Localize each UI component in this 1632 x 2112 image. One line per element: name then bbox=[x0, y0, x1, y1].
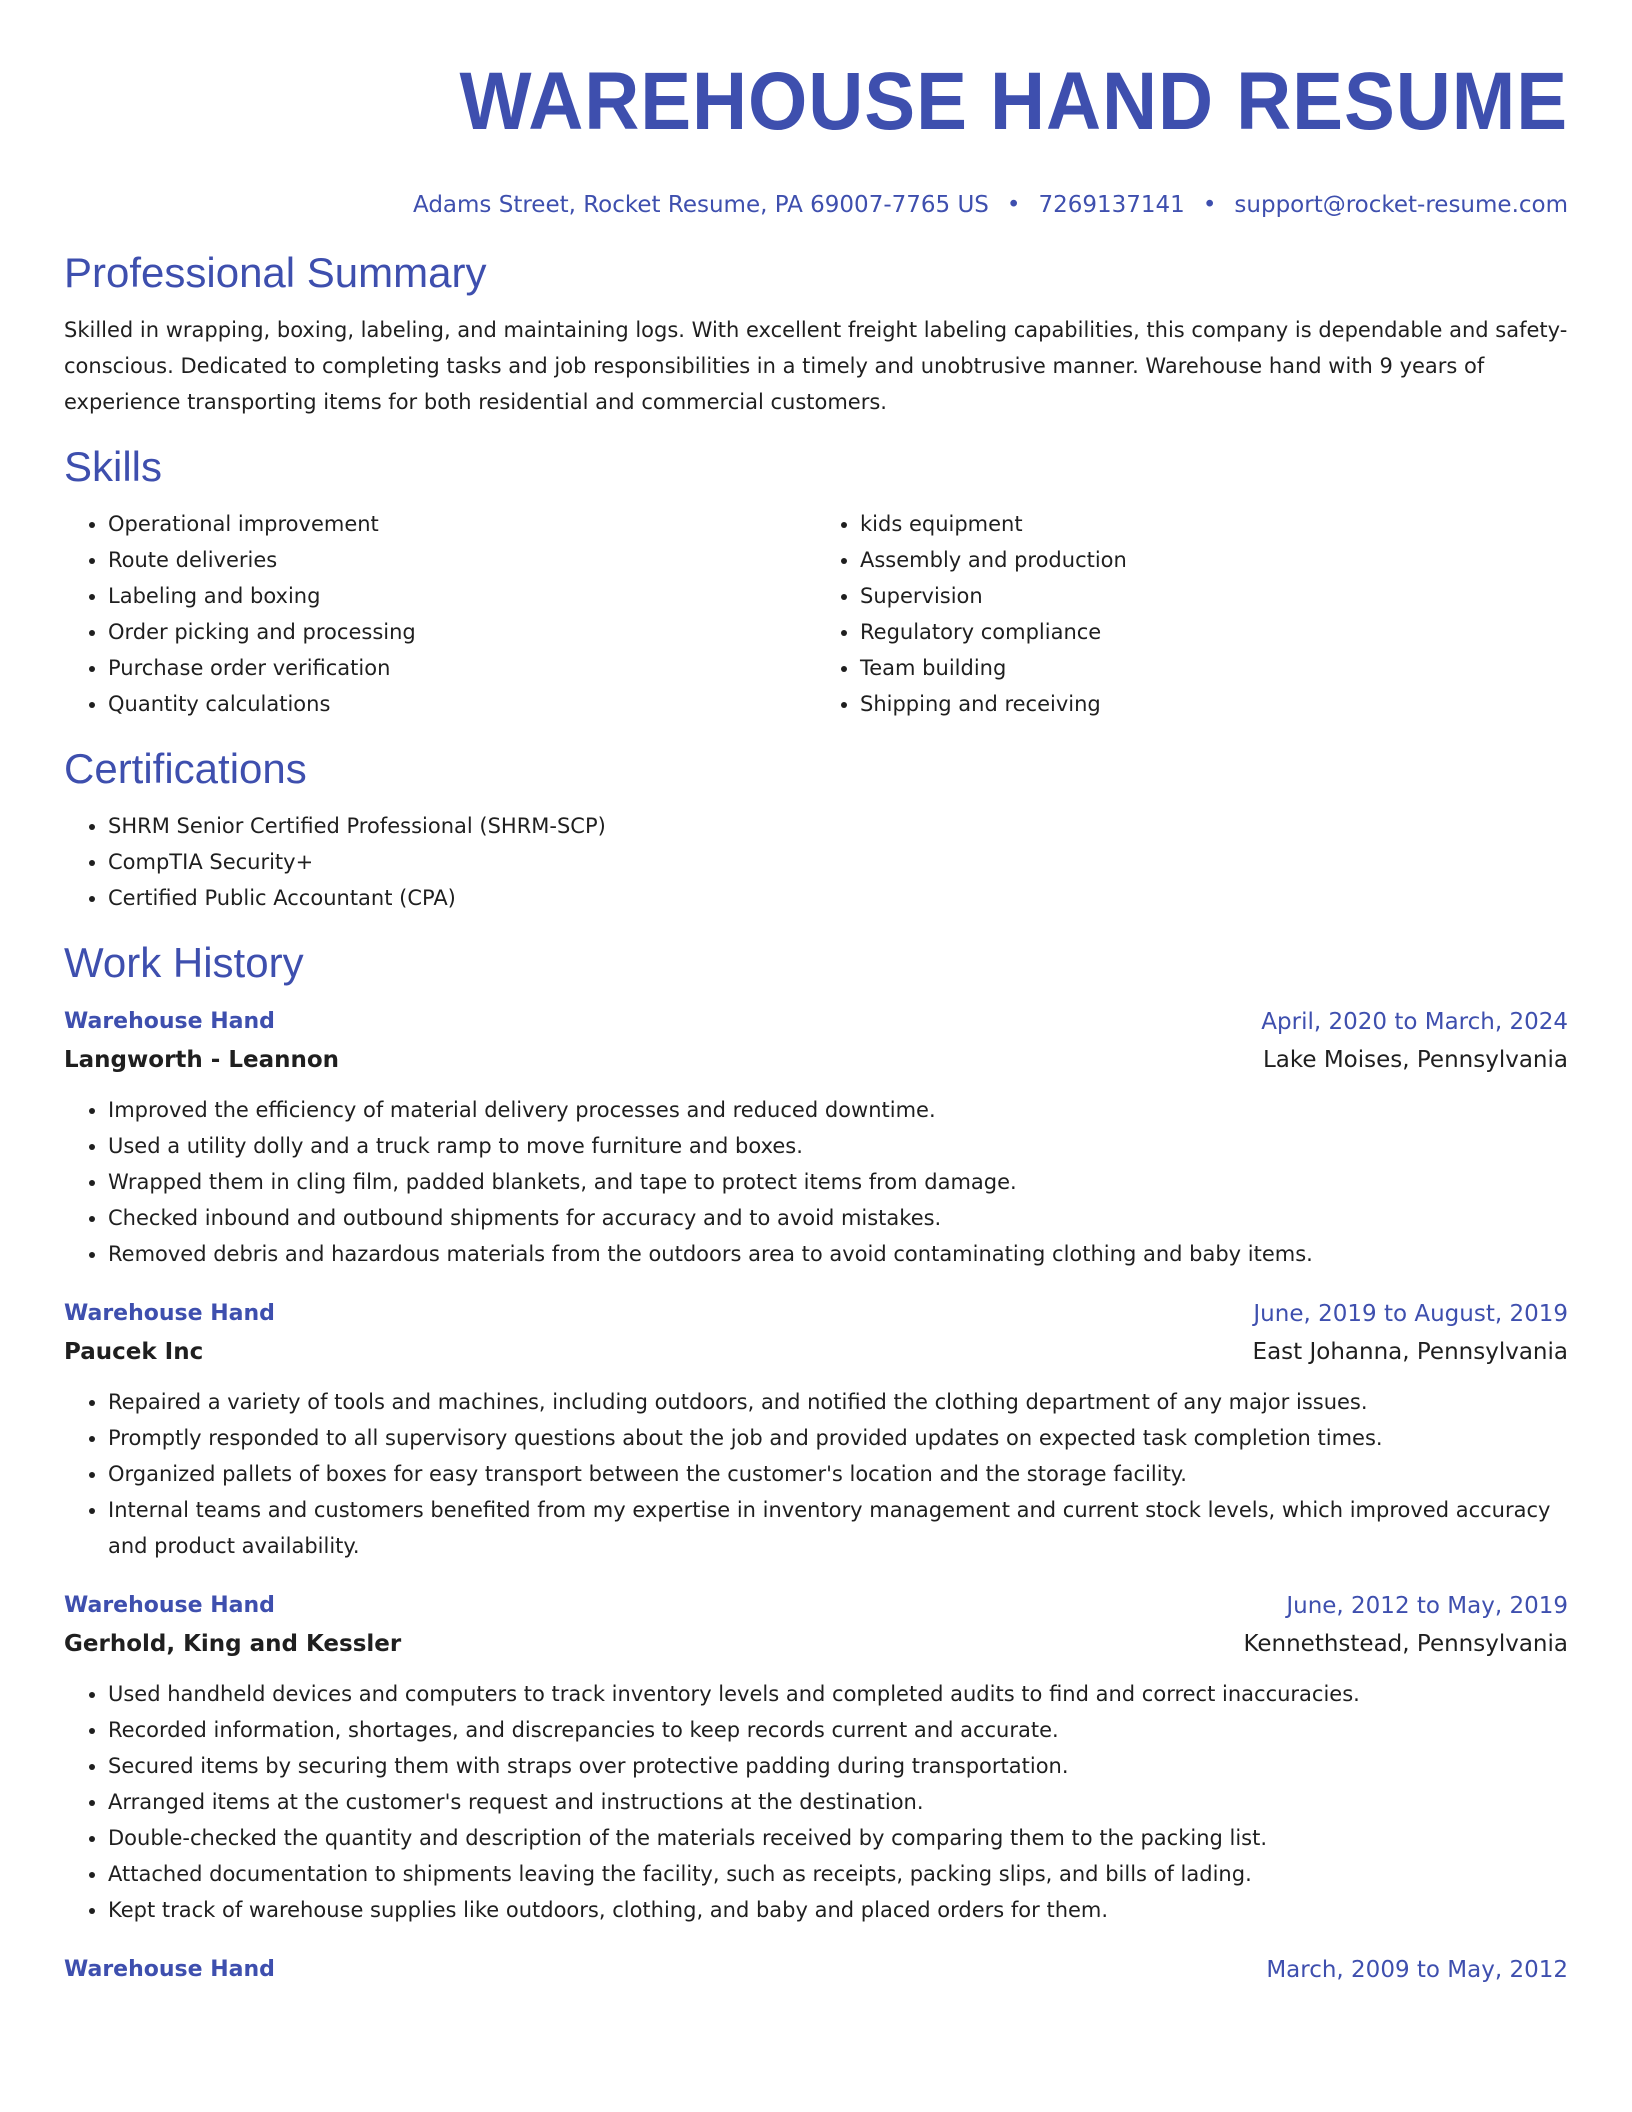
job-title: Warehouse Hand bbox=[64, 1957, 275, 1982]
job-bullet: • Checked inbound and outbound shipments for accuracy and to avoid mistakes. bbox=[108, 1200, 1568, 1236]
job-bullet: • Secured items by securing them with straps over protective padding during transportation. bbox=[108, 1748, 1568, 1784]
contact-address: Adams Street, Rocket Resume, PA 69007-7765 US bbox=[413, 192, 989, 218]
job-bullet: • Kept track of warehouse supplies like outdoors, clothing, and baby and placed orders for them. bbox=[108, 1892, 1568, 1928]
certification-item: • SHRM Senior Certified Professional (SHRM-SCP) bbox=[108, 808, 1568, 844]
skill-item: • Regulatory compliance bbox=[860, 614, 1568, 650]
skill-item: • Purchase order verification bbox=[108, 650, 816, 686]
skill-item: • Labeling and boxing bbox=[108, 578, 816, 614]
skill-item: • Operational improvement bbox=[108, 506, 816, 542]
certifications-section bbox=[64, 744, 1568, 916]
job-bullet: • Repaired a variety of tools and machines, including outdoors, and notified the clothing department of any major issues. bbox=[108, 1384, 1568, 1420]
job-bullet: • Wrapped them in cling film, padded blankets, and tape to protect items from damage. bbox=[108, 1164, 1568, 1200]
certifications-heading: Certifications bbox=[64, 745, 307, 792]
work-history-section bbox=[64, 938, 1568, 1988]
job-title: Warehouse Hand bbox=[64, 1009, 275, 1034]
skills-heading: Skills bbox=[64, 443, 163, 490]
skill-item: • Shipping and receiving bbox=[860, 686, 1568, 722]
work-history-heading: Work History bbox=[64, 939, 304, 986]
job-header bbox=[64, 1004, 1568, 1040]
job-company: Gerhold, King and Kessler bbox=[64, 1631, 402, 1657]
job-entry bbox=[64, 1004, 1568, 1272]
skills-list-right bbox=[816, 506, 1568, 722]
summary-section bbox=[64, 248, 1568, 420]
skill-item: • Order picking and processing bbox=[108, 614, 816, 650]
job-header bbox=[64, 1952, 1568, 1988]
job-entry bbox=[64, 1588, 1568, 1928]
job-bullet: • Attached documentation to shipments leaving the facility, such as receipts, packing slips, and bills of lading. bbox=[108, 1856, 1568, 1892]
job-bullet: • Internal teams and customers benefited from my expertise in inventory management and current stock levels, which improved accuracy and product availability. bbox=[108, 1492, 1568, 1564]
skill-item: • kids equipment bbox=[860, 506, 1568, 542]
skill-item: • Quantity calculations bbox=[108, 686, 816, 722]
job-dates: June, 2012 to May, 2019 bbox=[1286, 1593, 1568, 1619]
job-bullets bbox=[64, 1384, 1568, 1564]
summary-text: Skilled in wrapping, boxing, labeling, and maintaining logs. With excellent freight labeling capabilities, this company is dependable and safety-conscious. Dedicated to completing tasks and job responsibilities in a timely and unobtrusive manner. Warehouse hand with 9 years of experience transporting items for both residential and commercial customers. bbox=[64, 318, 1568, 414]
job-bullet: • Used handheld devices and computers to track inventory levels and completed audits to find and correct inaccuracies. bbox=[108, 1676, 1568, 1712]
job-entry bbox=[64, 1952, 1568, 1988]
job-subheader bbox=[64, 1626, 1568, 1662]
job-dates: June, 2019 to August, 2019 bbox=[1253, 1301, 1568, 1327]
skill-item: • Team building bbox=[860, 650, 1568, 686]
job-location: East Johanna, Pennsylvania bbox=[1252, 1339, 1568, 1365]
skill-item: • Supervision bbox=[860, 578, 1568, 614]
job-company: Langworth - Leannon bbox=[64, 1047, 340, 1073]
job-dates: March, 2009 to May, 2012 bbox=[1266, 1957, 1568, 1983]
job-bullet: • Promptly responded to all supervisory questions about the job and provided updates on expected task completion times. bbox=[108, 1420, 1568, 1456]
job-bullet: • Improved the efficiency of material delivery processes and reduced downtime. bbox=[108, 1092, 1568, 1128]
job-bullet: • Arranged items at the customer's request and instructions at the destination. bbox=[108, 1784, 1568, 1820]
job-subheader bbox=[64, 1042, 1568, 1078]
certification-item: • Certified Public Accountant (CPA) bbox=[108, 880, 1568, 916]
skills-section bbox=[64, 442, 1568, 722]
job-entry bbox=[64, 1296, 1568, 1564]
resume-title: WAREHOUSE HAND RESUME bbox=[459, 56, 1568, 147]
job-subheader bbox=[64, 1334, 1568, 1370]
skills-columns bbox=[64, 506, 1568, 722]
job-location: Kennethstead, Pennsylvania bbox=[1243, 1631, 1568, 1657]
contact-line bbox=[64, 190, 1568, 220]
certifications-list bbox=[64, 808, 1568, 916]
contact-separator: • bbox=[1006, 192, 1021, 218]
skills-list-left bbox=[64, 506, 816, 722]
certification-item: • CompTIA Security+ bbox=[108, 844, 1568, 880]
job-bullet: • Double-checked the quantity and description of the materials received by comparing them to the packing list. bbox=[108, 1820, 1568, 1856]
job-header bbox=[64, 1296, 1568, 1332]
summary-heading: Professional Summary bbox=[64, 249, 487, 296]
job-bullets bbox=[64, 1676, 1568, 1928]
job-bullets bbox=[64, 1092, 1568, 1272]
job-bullet: • Organized pallets of boxes for easy transport between the customer's location and the storage facility. bbox=[108, 1456, 1568, 1492]
job-title: Warehouse Hand bbox=[64, 1301, 275, 1326]
job-bullet: • Removed debris and hazardous materials from the outdoors area to avoid contaminating clothing and baby items. bbox=[108, 1236, 1568, 1272]
contact-phone: 7269137141 bbox=[1038, 192, 1185, 218]
job-location: Lake Moises, Pennsylvania bbox=[1262, 1047, 1568, 1073]
skill-item: • Route deliveries bbox=[108, 542, 816, 578]
job-dates: April, 2020 to March, 2024 bbox=[1261, 1009, 1568, 1035]
job-company: Paucek Inc bbox=[64, 1339, 204, 1365]
job-header bbox=[64, 1588, 1568, 1624]
contact-separator: • bbox=[1202, 192, 1217, 218]
job-bullet: • Used a utility dolly and a truck ramp to move furniture and boxes. bbox=[108, 1128, 1568, 1164]
job-title: Warehouse Hand bbox=[64, 1593, 275, 1618]
skill-item: • Assembly and production bbox=[860, 542, 1568, 578]
contact-email[interactable]: support@rocket-resume.com bbox=[1234, 192, 1568, 218]
job-bullet: • Recorded information, shortages, and discrepancies to keep records current and accurate. bbox=[108, 1712, 1568, 1748]
